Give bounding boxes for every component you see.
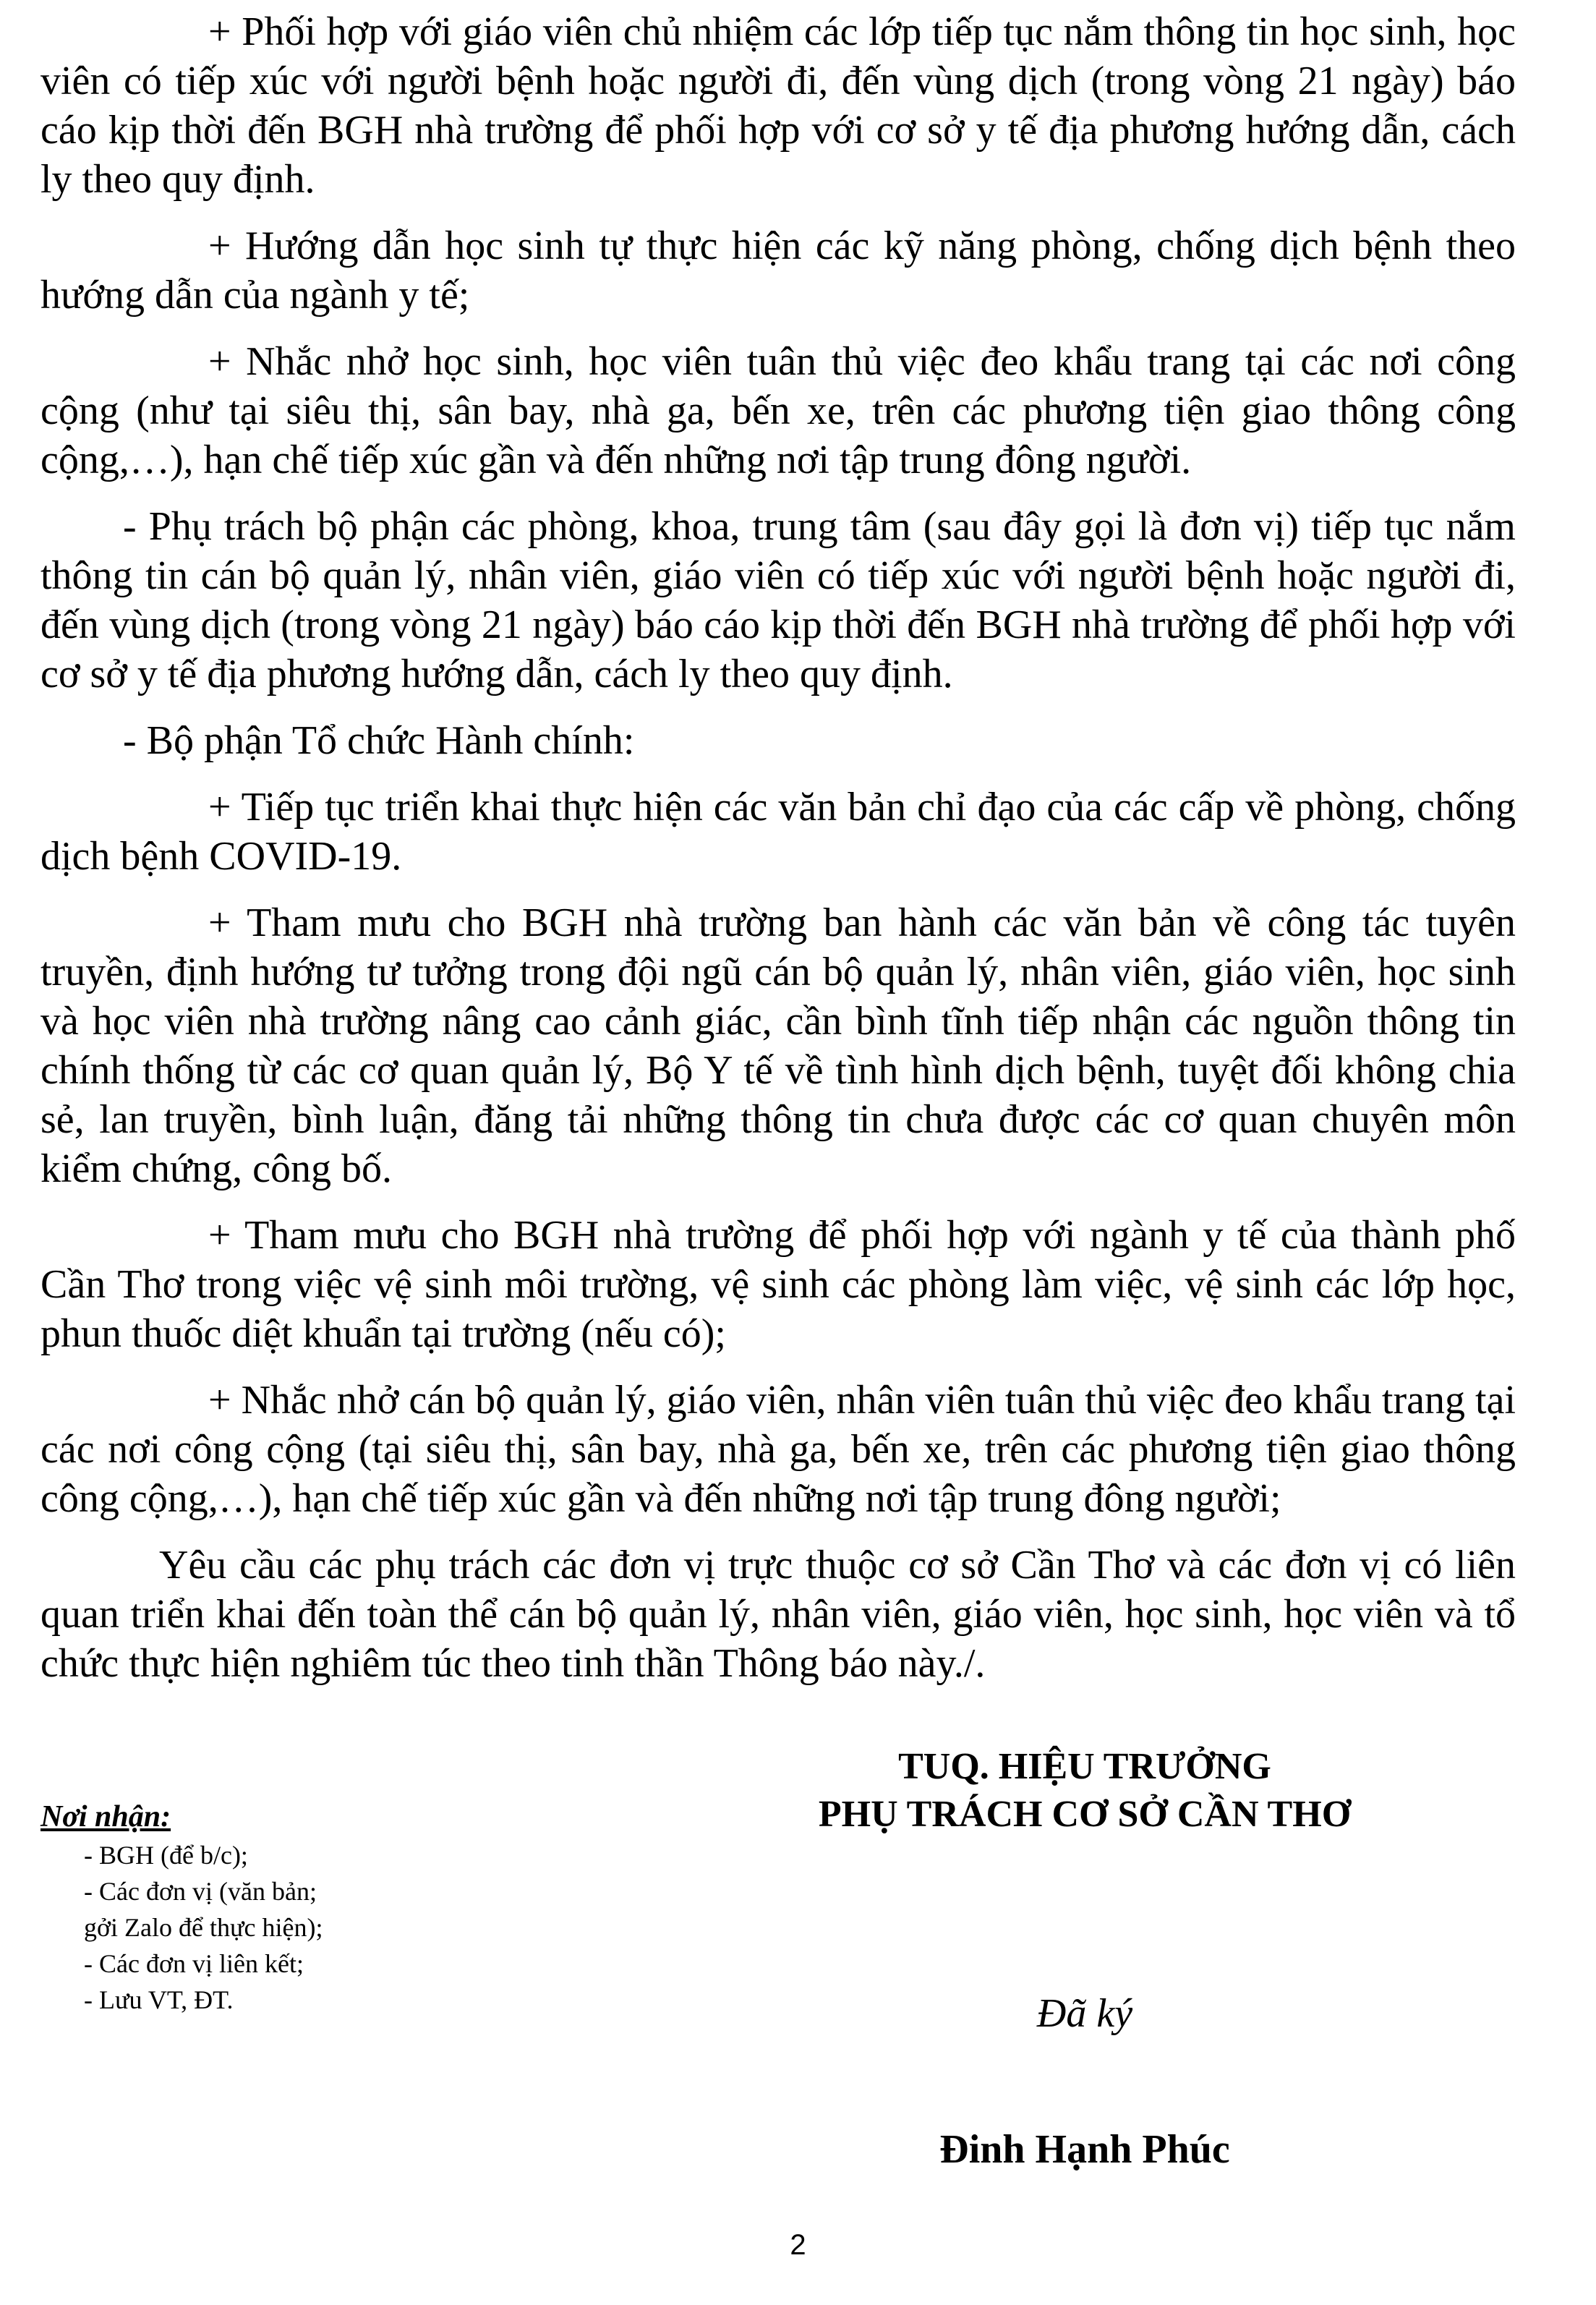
recipient-item: - BGH (để b/c); xyxy=(84,1841,248,1870)
paragraph-advise-communication: + Tham mưu cho BGH nhà trường ban hành các văn bản về công tác tuyên truyền, định hướng tư tưởng trong đội ngũ cán bộ quản lý, nhân viên, giáo viên, học sinh và học viên nhà trường nâng cao cảnh giác, cần bình tĩnh tiếp nhận các nguồn thông tin chính thống từ các cơ quan quản lý, Bộ Y tế về tình hình dịch bệnh, tuyệt đối không chia sẻ, lan truyền, bình luận, đăng tải những thông tin chưa được các cơ quan chuyên môn kiểm chứng, công bố. xyxy=(40,900,1516,1191)
signer-role-line2: PHỤ TRÁCH CƠ SỞ CẦN THƠ xyxy=(818,1794,1352,1835)
paragraph-closing-request: Yêu cầu các phụ trách các đơn vị trực thuộc cơ sở Cần Thơ và các đơn vị có liên quan triển khai đến toàn thể cán bộ quản lý, nhân viên, giáo viên, học sinh, học viên và tổ chức thực hiện nghiêm túc theo tinh thần Thông báo này./. xyxy=(40,1543,1516,1686)
recipients-list xyxy=(40,1837,503,2018)
recipient-item: - Các đơn vị (văn bản; xyxy=(84,1877,317,1906)
paragraph-remind-students-masks: + Nhắc nhở học sinh, học viên tuân thủ việc đeo khẩu trang tại các nơi công cộng (như tại siêu thị, sân bay, nhà ga, bến xe, trên các phương tiện giao thông công cộng,…), hạn chế tiếp xúc gần và đến những nơi tập trung đông người. xyxy=(40,339,1516,482)
paragraph-admin-department: - Bộ phận Tổ chức Hành chính: xyxy=(123,718,635,763)
paragraph-guide-students: + Hướng dẫn học sinh tự thực hiện các kỹ năng phòng, chống dịch bệnh theo hướng dẫn của ngành y tế; xyxy=(40,223,1516,318)
recipient-item: - Lưu VT, ĐT. xyxy=(84,1985,234,2014)
signed-note: Đã ký xyxy=(1036,1991,1133,2036)
paragraph-unit-heads: - Phụ trách bộ phận các phòng, khoa, trung tâm (sau đây gọi là đơn vị) tiếp tục nắm thông tin cán bộ quản lý, nhân viên, giáo viên có tiếp xúc với người bệnh hoặc người đi, đến vùng dịch (trong vòng 21 ngày) báo cáo kịp thời đến BGH nhà trường để phối hợp với cơ sở y tế địa phương hướng dẫn, cách ly theo quy định. xyxy=(40,504,1516,696)
paragraph-remind-staff-masks: + Nhắc nhở cán bộ quản lý, giáo viên, nhân viên tuân thủ việc đeo khẩu trang tại các nơi công cộng (tại siêu thị, sân bay, nhà ga, bến xe, trên các phương tiện giao thông công cộng,…), hạn chế tiếp xúc gần và đến những nơi tập trung đông người; xyxy=(40,1378,1516,1521)
signer-role-line1: TUQ. HIỆU TRƯỞNG xyxy=(898,1746,1271,1787)
recipients-block xyxy=(40,1798,503,2018)
recipient-item: - Các đơn vị liên kết; xyxy=(84,1949,304,1978)
signature-block xyxy=(723,1743,1446,2172)
signer-name: Đinh Hạnh Phúc xyxy=(939,2127,1230,2172)
recipient-item: gởi Zalo để thực hiện); xyxy=(84,1913,323,1942)
paragraph-coordinate-homeroom: + Phối hợp với giáo viên chủ nhiệm các lớp tiếp tục nắm thông tin học sinh, học viên có tiếp xúc với người bệnh hoặc người đi, đến vùng dịch (trong vòng 21 ngày) báo cáo kịp thời đến BGH nhà trường để phối hợp với cơ sở y tế địa phương hướng dẫn, cách ly theo quy định. xyxy=(40,9,1516,202)
document-body xyxy=(40,7,1516,1705)
page-number: 2 xyxy=(790,2229,806,2261)
paragraph-advise-sanitation: + Tham mưu cho BGH nhà trường để phối hợp với ngành y tế của thành phố Cần Thơ trong việc vệ sinh môi trường, vệ sinh các phòng làm việc, vệ sinh các lớp học, phun thuốc diệt khuẩn tại trường (nếu có); xyxy=(40,1213,1516,1356)
recipients-title: Nơi nhận: xyxy=(40,1800,171,1833)
paragraph-implement-directives: + Tiếp tục triển khai thực hiện các văn bản chỉ đạo của các cấp về phòng, chống dịch bệnh COVID-19. xyxy=(40,785,1516,879)
